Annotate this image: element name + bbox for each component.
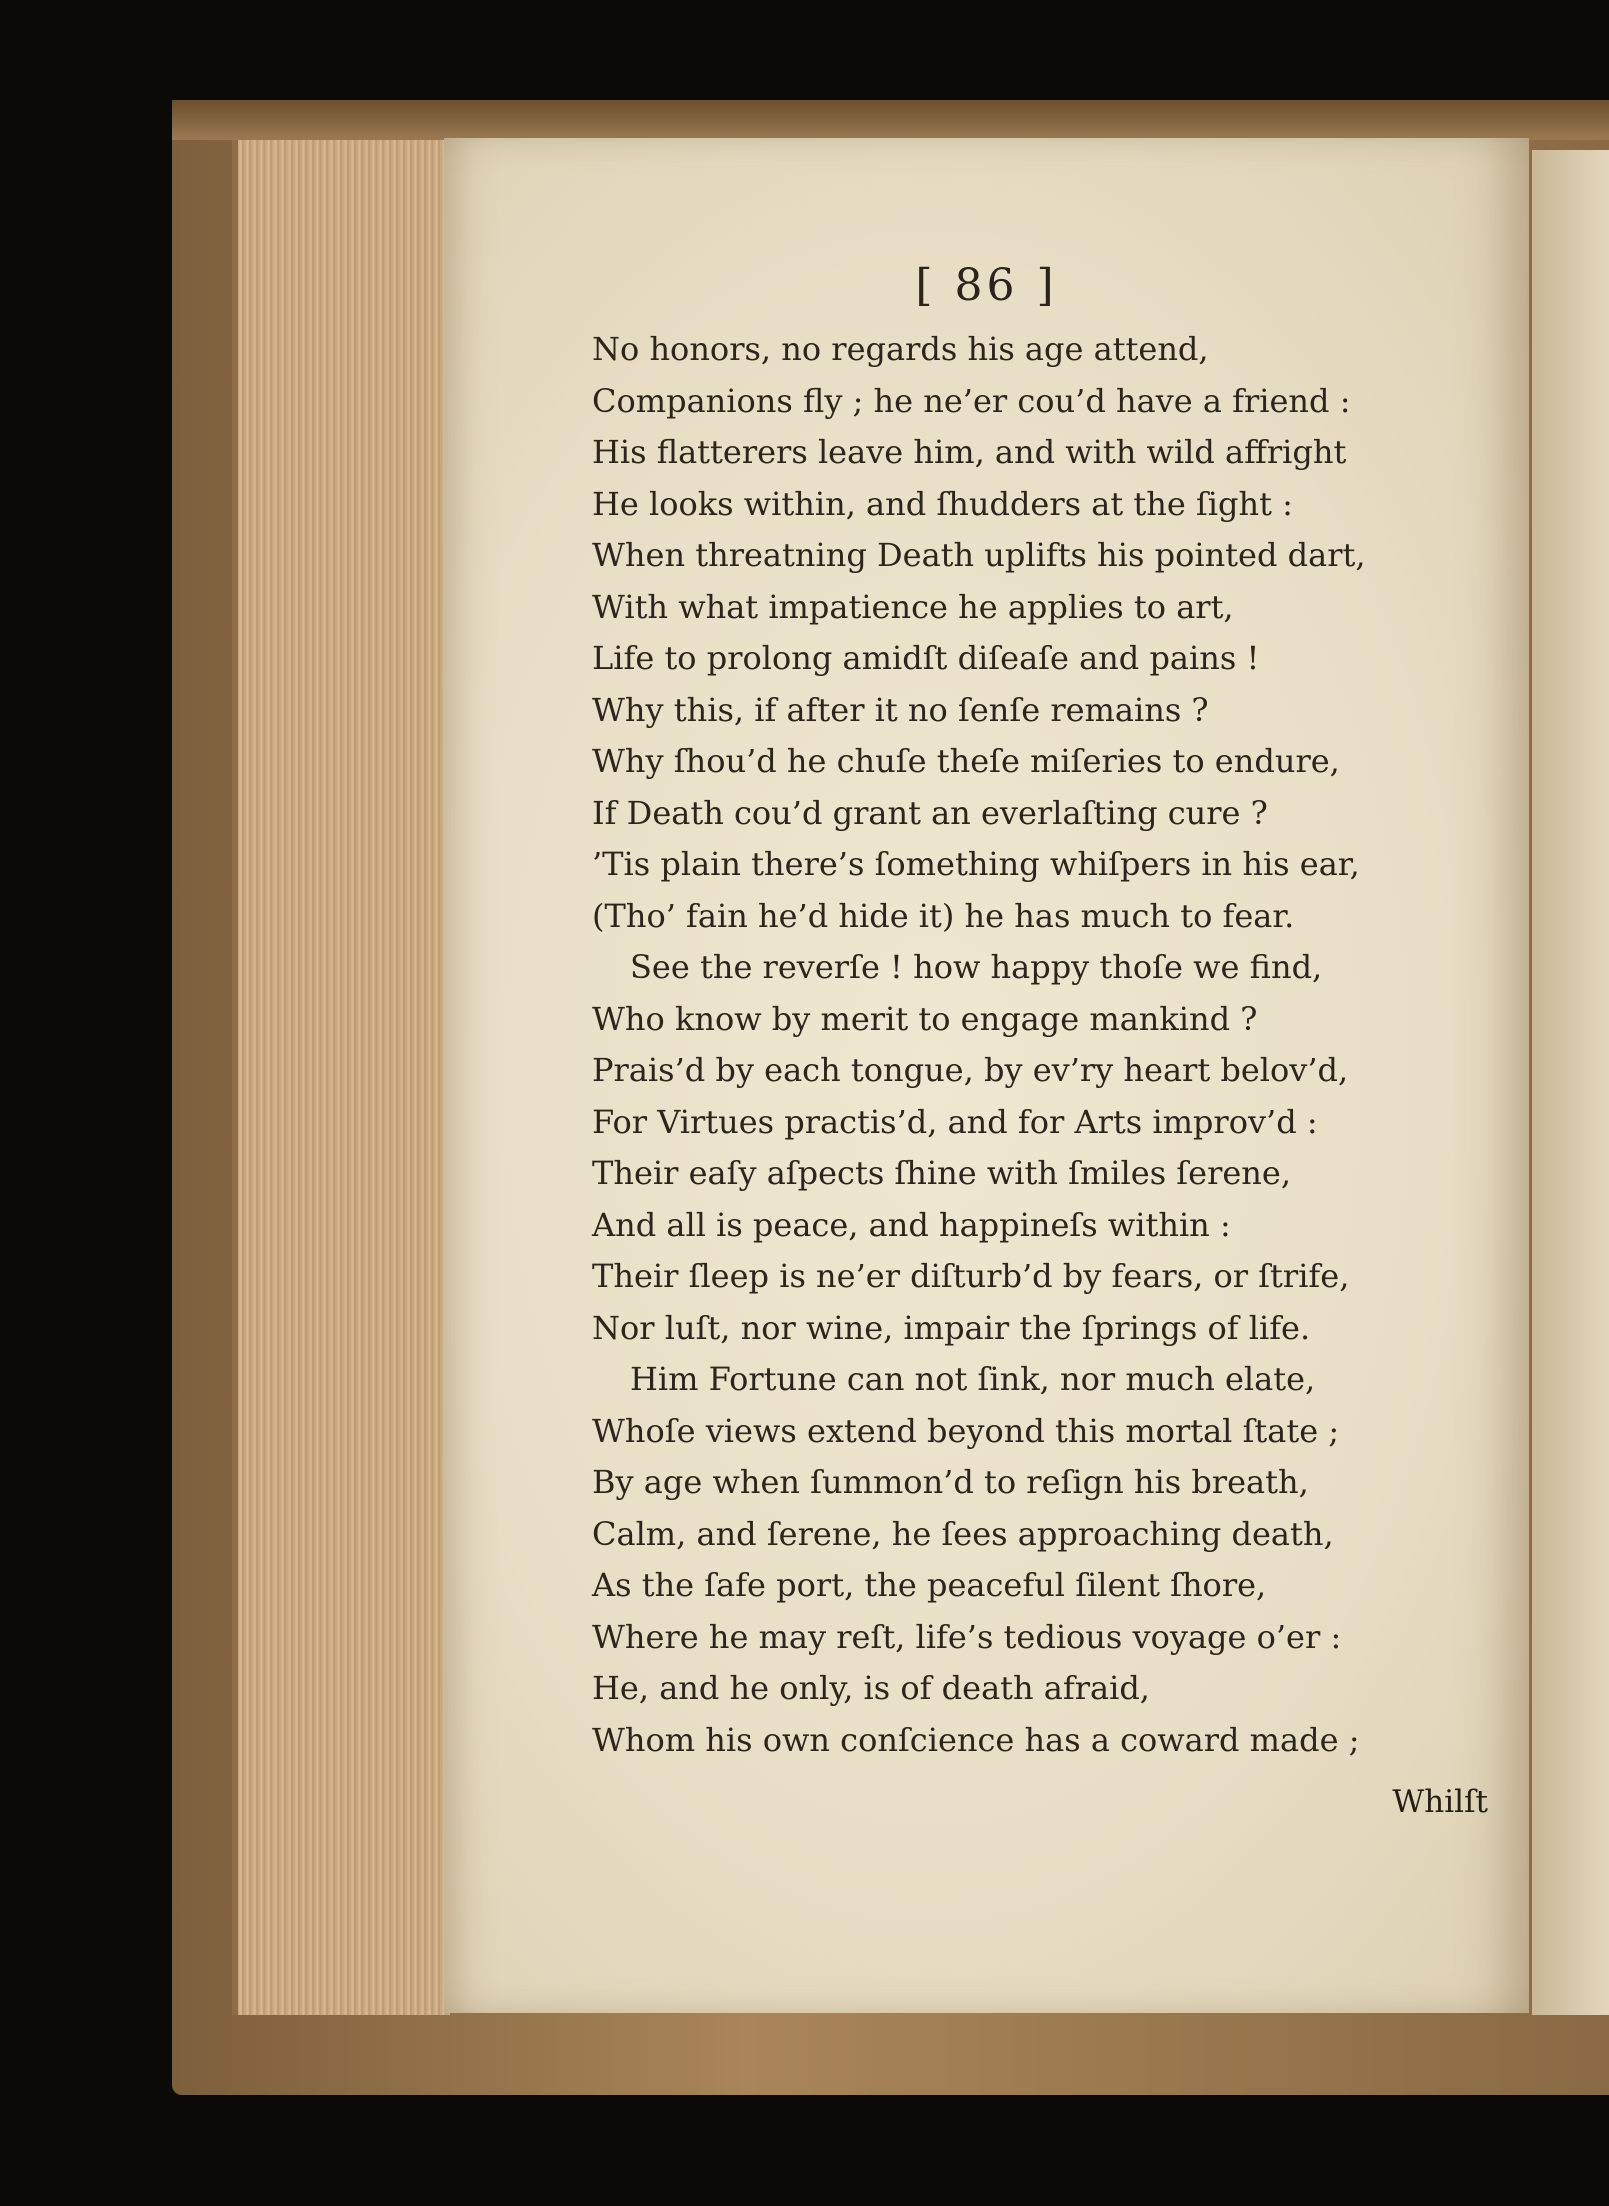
poem-line: Nor luſt, nor wine, impair the ſprings of life.: [592, 1308, 1311, 1347]
poem-line: When threatning Death uplifts his pointed dart,: [592, 536, 1366, 574]
poem-line: Where he may reſt, life’s tedious voyage o’er :: [592, 1617, 1342, 1656]
poem-line: If Death cou’d grant an everlaſting cure ?: [592, 793, 1268, 832]
poem-line: Why ſhou’d he chuſe theſe miſeries to endure,: [592, 742, 1340, 780]
facing-page-edge: [1532, 150, 1609, 2015]
poem-line: Companions fly ; he ne’er cou’d have a friend :: [592, 381, 1351, 420]
poem-line: No honors, no regards his age attend,: [592, 330, 1209, 368]
poem-line: Whom his own conſcience has a coward made ;: [592, 1720, 1360, 1759]
poem-line: Whoſe views extend beyond this mortal ſtate ;: [592, 1411, 1340, 1450]
poem-text: [592, 324, 1492, 1766]
poem-line: ’Tis plain there’s ſomething whiſpers in his ear,: [592, 845, 1360, 883]
page-number: [ 86 ]: [915, 260, 1058, 311]
poem-line: He, and he only, is of death afraid,: [592, 1669, 1150, 1707]
book-spine: [172, 100, 1609, 140]
poem-line: As the ſafe port, the peaceful ſilent ſhore,: [592, 1566, 1267, 1604]
book-page: [444, 138, 1529, 2013]
poem-line: Their ſleep is ne’er diſturb’d by fears, or ſtrife,: [592, 1257, 1350, 1295]
catchword: Whilſt: [1392, 1784, 1488, 1820]
poem-line: Prais’d by each tongue, by ev’ry heart belov’d,: [592, 1051, 1349, 1089]
poem-line: He looks within, and ſhudders at the ſight :: [592, 484, 1293, 523]
poem-line: His flatterers leave him, and with wild affright: [592, 433, 1347, 471]
poem-line: (Tho’ fain he’d hide it) he has much to fear.: [592, 896, 1295, 935]
poem-line: By age when ſummon’d to reſign his breath,: [592, 1463, 1309, 1501]
poem-line: Calm, and ſerene, he ſees approaching death,: [592, 1514, 1334, 1553]
poem-line: For Virtues practis’d, and for Arts improv’d :: [592, 1102, 1318, 1141]
poem-line: And all is peace, and happineſs within :: [592, 1205, 1231, 1244]
poem-line: With what impatience he applies to art,: [592, 587, 1234, 626]
poem-line: Him Fortune can not ſink, nor much elate,: [630, 1360, 1316, 1398]
page-edges: [232, 140, 450, 2015]
poem-line: Why this, if after it no ſenſe remains ?: [592, 690, 1209, 729]
poem-line: Their eaſy aſpects ſhine with ſmiles ſerene,: [592, 1154, 1292, 1192]
poem-line: Who know by merit to engage mankind ?: [592, 999, 1258, 1038]
poem-line: See the reverſe ! how happy thoſe we find,: [630, 948, 1323, 986]
poem-line: Life to prolong amidſt diſeaſe and pains !: [592, 639, 1260, 677]
